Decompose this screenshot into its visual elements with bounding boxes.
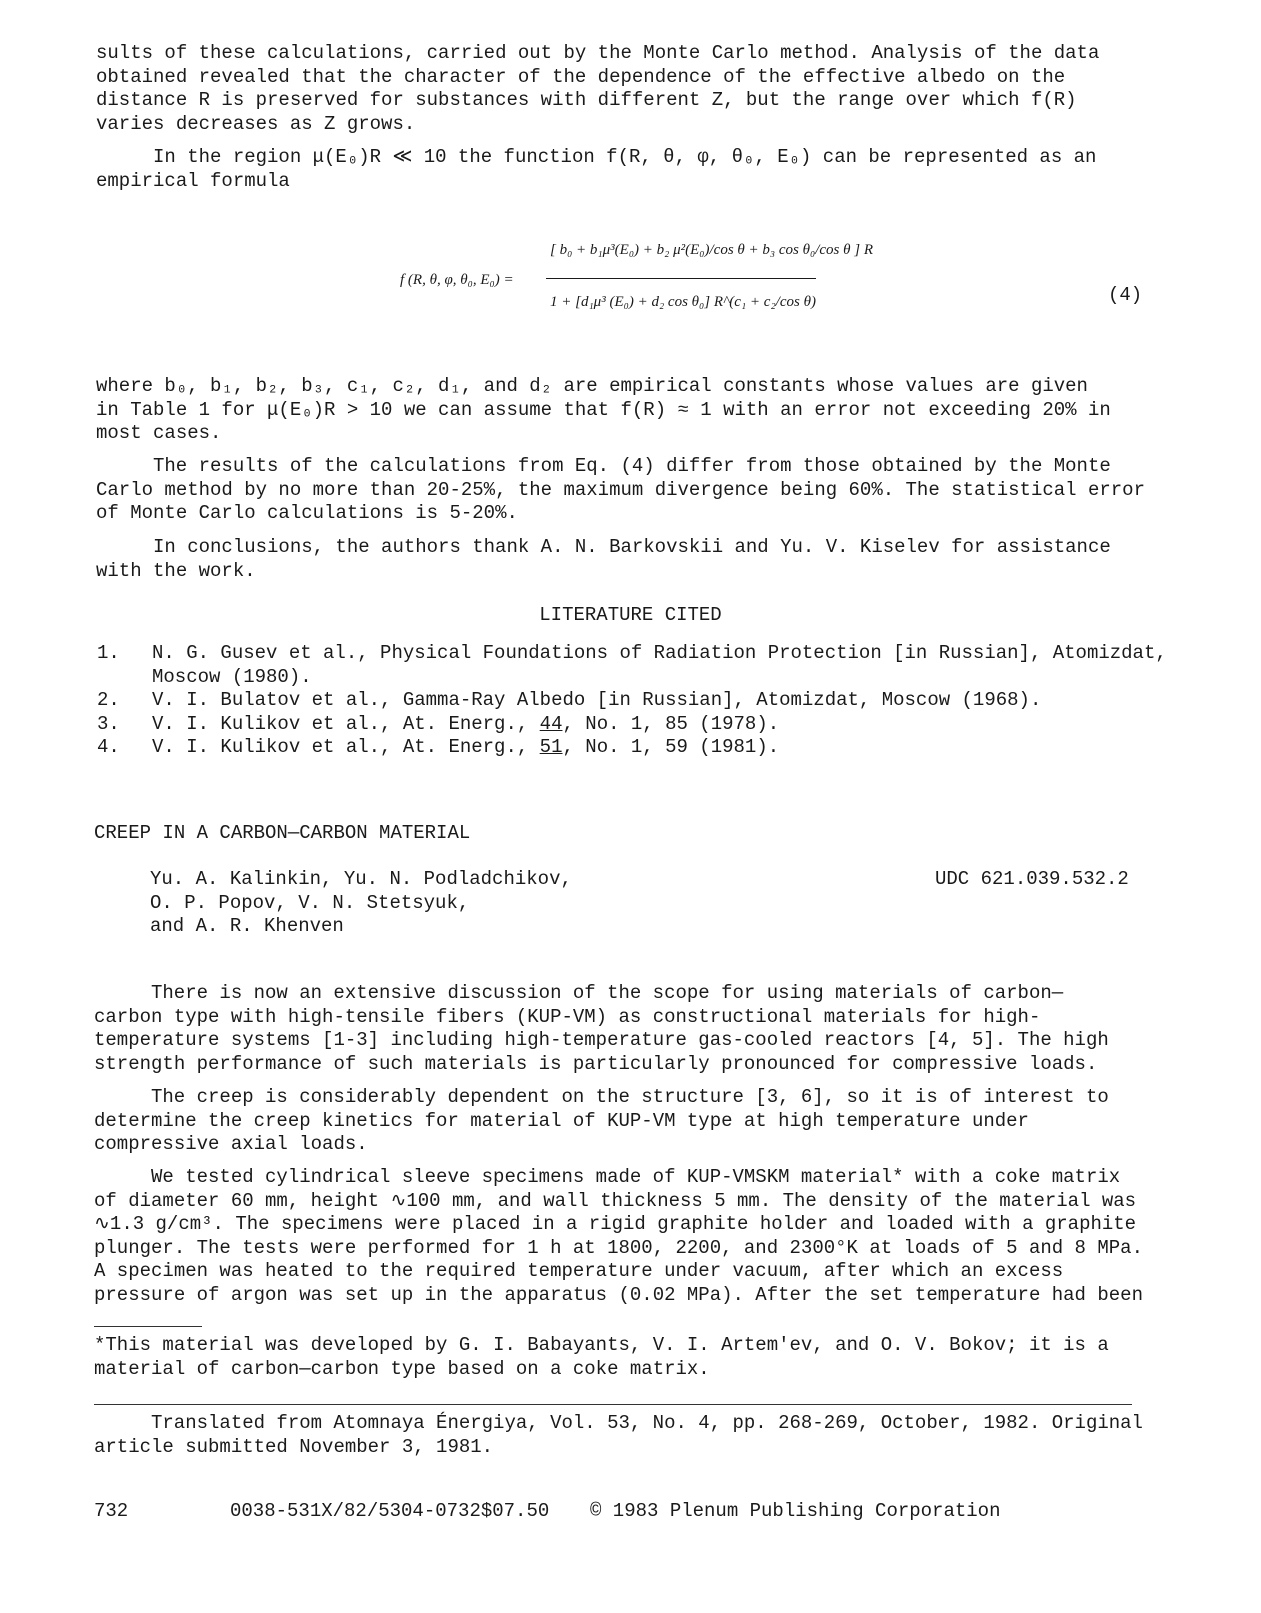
udc-code: UDC 621.039.532.2 (935, 868, 1129, 890)
article-title: CREEP IN A CARBON—CARBON MATERIAL (94, 822, 471, 844)
reference-text: N. G. Gusev et al., Physical Foundations of Radiation Protection [in Russian], Atomizdat, Moscow (1980). (152, 642, 1167, 688)
translation-rule (94, 1404, 1132, 1405)
reference-number: 3. (97, 712, 120, 735)
paragraph-results: The results of the calculations from Eq. (4) differ from those obtained by the Monte Carlo method by no more than 20-25%, the maximum divergence being 60%. The statistical error of Monte Carlo calculations is 5-20%. (96, 455, 1145, 524)
paragraph-body-3: We tested cylindrical sleeve specimens made of KUP-VMSKM material* with a coke matrix of diameter 60 mm, height ∿100 mm, and wall thickness 5 mm. The density of the material was ∿1.3 g/cm³. The specimens were placed in a rigid graphite holder and loaded with a graphite plunger. The tests were performed for 1 h at 1800, 2200, and 2300°K at loads of 5 and 8 MPa. A specimen was heated to the required temperature under vacuum, after which an excess pressure of argon was set up in the apparatus (0.02 MPa). After the set temperature had been (94, 1166, 1143, 1306)
author-line: O. P. Popov, V. N. Stetsyuk, (150, 891, 470, 914)
author-line: and A. R. Khenven (150, 915, 344, 937)
equation-4 (400, 228, 1160, 328)
reference-text: , No. 1, 85 (1978). (562, 712, 780, 735)
paragraph-body-1: There is now an extensive discussion of the scope for using materials of carbon—carbon type with high-tensile fibers (KUP-VM) as constructional materials for high-temperature systems [1-3] including high-temperature gas-cooled reactors [4, 5]. The high strength performance of such materials is particularly pronounced for compressive loads. (94, 982, 1109, 1075)
reference-text: V. I. Kulikov et al., At. Energ., (152, 736, 540, 758)
reference-item (97, 713, 1177, 737)
copyright: © 1983 Plenum Publishing Corporation (590, 1500, 1001, 1522)
reference-volume: 44 (539, 712, 563, 735)
paragraph-continuation: sults of these calculations, carried out by the Monte Carlo method. Analysis of the data obtained revealed that the character of the dependence of the effective albedo on the distance R is preserved for substances with different Z, but the range over which f(R) varies decreases as Z grows. (96, 42, 1100, 135)
reference-item (97, 689, 1177, 713)
reference-text: V. I. Bulatov et al., Gamma-Ray Albedo [in Russian], Atomizdat, Moscow (1968). (152, 689, 1042, 711)
paragraph-acknowledgment: In conclusions, the authors thank A. N. Barkovskii and Yu. V. Kiselev for assistance with the work. (96, 536, 1111, 582)
equation-denominator: 1 + [d₁μ³ (E₀) + d₂ cos θ₀] R^(c₁ + c₂/cos θ) (550, 294, 816, 310)
literature-cited-heading: LITERATURE CITED (539, 604, 722, 626)
reference-text: , No. 1, 59 (1981). (562, 736, 780, 758)
author-line: Yu. A. Kalinkin, Yu. N. Podladchikov, (150, 868, 572, 890)
footnote: *This material was developed by G. I. Babayants, V. I. Artem'ev, and O. V. Bokov; it is a material of carbon—carbon type based on a coke matrix. (94, 1334, 1109, 1380)
reference-number: 1. (97, 642, 120, 664)
reference-text: V. I. Kulikov et al., At. Energ., (152, 712, 540, 735)
fraction-bar (546, 278, 816, 279)
translation-note: Translated from Atomnaya Énergiya, Vol. 53, No. 4, pp. 268-269, October, 1982. Original article submitted November 3, 1981. (94, 1412, 1143, 1458)
page-number: 732 (94, 1500, 129, 1522)
reference-volume: 51 (539, 736, 563, 758)
author-list (150, 868, 572, 939)
footnote-rule (94, 1326, 202, 1327)
article-code: 0038-531X/82/5304-0732$07.50 (230, 1500, 550, 1522)
reference-number: 4. (97, 736, 120, 758)
reference-number: 2. (97, 689, 120, 711)
reference-item (97, 642, 1177, 689)
paragraph-formula-intro: In the region μ(E₀)R ≪ 10 the function f(R, θ, φ, θ₀, E₀) can be represented as an empirical formula (96, 146, 1097, 192)
paragraph-body-2: The creep is considerably dependent on the structure [3, 6], so it is of interest to determine the creep kinetics for material of KUP-VM type at high temperature under compressive axial loads. (94, 1086, 1109, 1155)
reference-item (97, 736, 1177, 760)
equation-lhs: f (R, θ, φ, θ₀, E₀) = (400, 272, 514, 288)
equation-number: (4) (1108, 284, 1143, 306)
equation-numerator: [ b₀ + b₁μ³(E₀) + b₂ μ²(E₀)/cos θ + b₃ cos θ₀/cos θ ] R (550, 242, 873, 258)
paragraph-constants: where b₀, b₁, b₂, b₃, c₁, c₂, d₁, and d₂ are empirical constants whose values are given in Table 1 for μ(E₀)R > 10 we can assume that f(R) ≈ 1 with an error not exceeding 20% in most cases. (96, 375, 1111, 444)
reference-list (97, 642, 1177, 760)
